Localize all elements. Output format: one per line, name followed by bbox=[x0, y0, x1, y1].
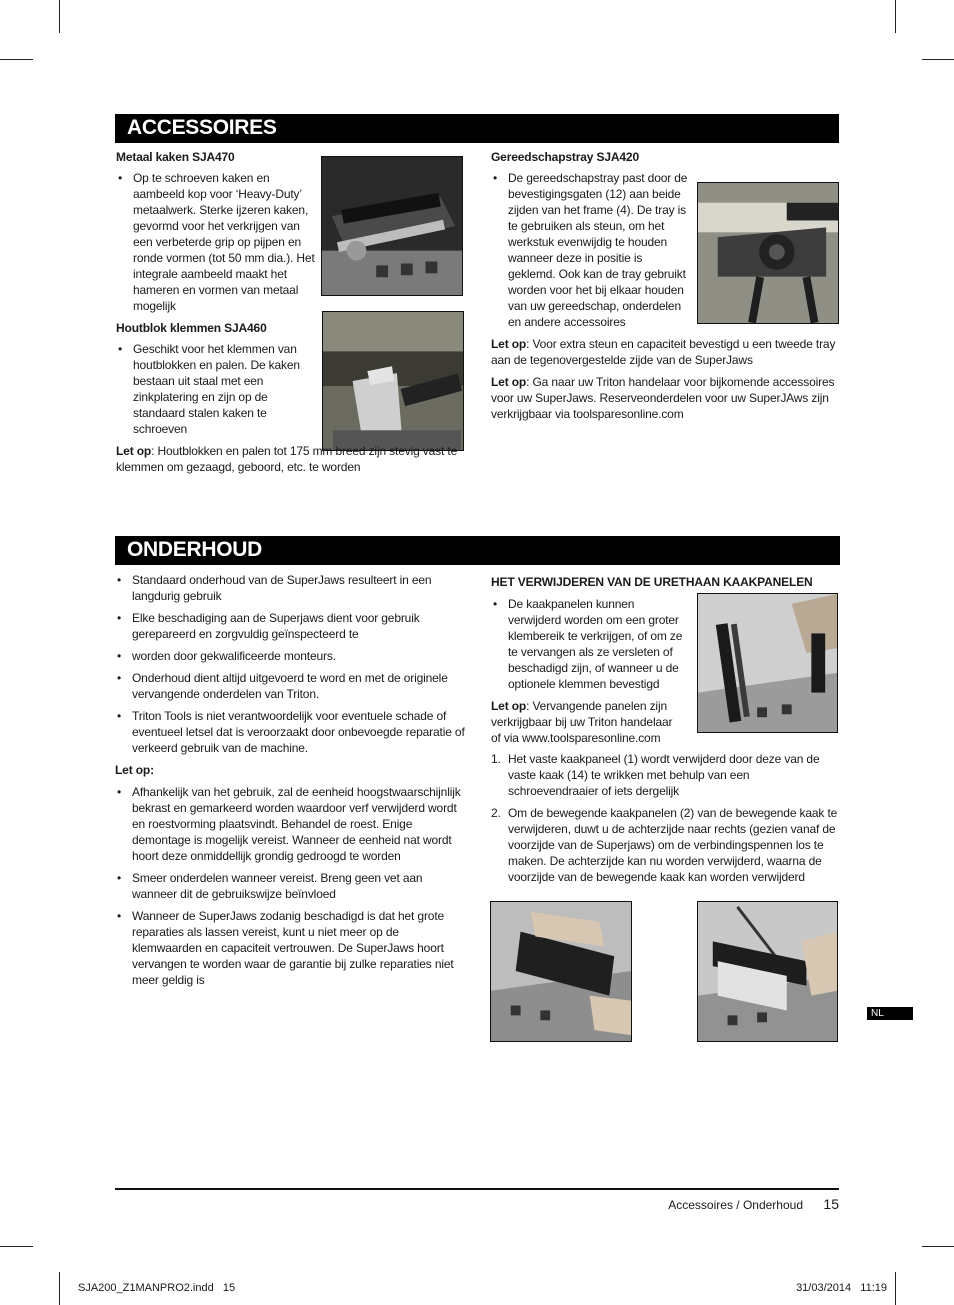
step-number: 2. bbox=[491, 806, 501, 820]
crop-mark bbox=[59, 0, 60, 33]
step-item bbox=[491, 805, 839, 885]
step-item bbox=[491, 751, 839, 799]
footer-section-label: Accessoires / Onderhoud bbox=[668, 1198, 803, 1212]
slug-date: 31/03/2014 11:19 bbox=[796, 1282, 887, 1294]
jaw-panel-photo bbox=[697, 593, 838, 733]
tray-bullet: • De gereedschapstray past door de bevestigingsgaten (12) aan beide zijden van het frame (4). De tray is te gebruiken als steun, om het werkstuk evenwijdig te houden wanneer deze in positie is geklemd. Ook kan de tray gebruikt worden voor het bij elkaar houden van uw gereedschap, onderdelen en andere accessoires bbox=[491, 170, 691, 330]
letop-bullet: • Wanneer de SuperJaws zodanig beschadigd is dat het grote reparaties als lassen vereist, kunt u niet meer op de klemwaarden en capaciteit vertrouwen. De SuperJaws hoort vervangen te worden waar de garantie bij zulke reparaties niet meer geldig is bbox=[115, 908, 465, 988]
tray-heading: Gereedschapstray SJA420 bbox=[491, 150, 639, 164]
crop-mark bbox=[0, 1246, 33, 1247]
letop-bullet: • Smeer onderdelen wanneer vereist. Breng geen vet aan wanneer dit de gebruikswijze beïnvloed bbox=[115, 870, 465, 902]
metal-jaws-photo bbox=[321, 156, 463, 296]
crop-mark bbox=[922, 1246, 954, 1247]
onderhoud-section bbox=[115, 572, 465, 988]
urethaan-note-text: : Vervangende panelen zijn verkrijgbaar bij uw Triton handelaar of via www.toolsparesonline.com bbox=[491, 699, 673, 745]
step-number: 1. bbox=[491, 752, 501, 766]
urethaan-bullet: • De kaakpanelen kunnen verwijderd worden om een groter klembereik te verkrijgen, of om ze te vervangen als ze versleten of beschadigd zijn, of wanneer u de optionele klemmen bevestigd bbox=[491, 596, 686, 692]
tool-tray-photo bbox=[697, 182, 839, 324]
onderhoud-bullet: • worden door gekwalificeerde monteurs. bbox=[115, 648, 465, 664]
onderhoud-banner bbox=[115, 536, 840, 565]
houtblok-bullet: • Geschikt voor het klemmen van houtblokken en palen. De kaken bestaan uit staal met een zinkplatering en zijn op de standaard stalen kaken te schroeven bbox=[116, 341, 316, 437]
onderhoud-bullet: • Onderhoud dient altijd uitgevoerd te word en met de originele vervangende onderdelen van Triton. bbox=[115, 670, 465, 702]
tray-note1-text: : Voor extra steun en capaciteit bevestigd u een tweede tray aan de tegenovergestelde zijde van de SuperJaws bbox=[491, 337, 836, 367]
metaal-bullet: • Op te schroeven kaken en aambeeld kop voor ‘Heavy-Duty’ metaalwerk. Sterke ijzeren kaken, gevormd voor het verkrijgen van een verbeterde grip op pijpen en ronde vormen (tot 50 mm dia.). Het integrale aambeeld maakt het hameren en vormen van metaal mogelijk bbox=[116, 170, 316, 314]
accessoires-banner bbox=[115, 114, 839, 143]
crop-mark bbox=[59, 1272, 60, 1305]
tray-note2-label: Let op bbox=[491, 375, 527, 389]
slug-file: SJA200_Z1MANPRO2.indd 15 bbox=[78, 1282, 236, 1294]
metaal-section bbox=[116, 149, 316, 314]
footer-rule bbox=[115, 1188, 839, 1190]
accessoires-title: ACCESSOIRES bbox=[127, 116, 277, 139]
urethaan-section bbox=[491, 574, 813, 746]
tray-notes bbox=[491, 336, 839, 422]
houtblok-section bbox=[116, 320, 316, 437]
houtblok-heading: Houtblok klemmen SJA460 bbox=[116, 321, 267, 335]
tray-note1-label: Let op bbox=[491, 337, 527, 351]
houtblok-note-text: : Houtblokken en palen tot 175 mm breed zijn stevig vast te klemmen om gezaagd, geboord, etc. te worden bbox=[116, 444, 458, 474]
panel-removal-photo-2 bbox=[697, 901, 838, 1042]
crop-mark bbox=[922, 59, 954, 60]
crop-mark bbox=[895, 1272, 896, 1305]
letop-bullet: • Afhankelijk van het gebruik, zal de eenheid hoogstwaarschijnlijk bekrast en gemarkeerd worden waardoor verf verwijderd wordt en roestvorming plaatsvindt. Behandel de roest. Enige demontage is mogelijk vereist. Wanneer de eenheid nat wordt hoort deze onmiddellijk grondig gedroogd te worden bbox=[115, 784, 465, 864]
onderhoud-bullet: • Standaard onderhoud van de SuperJaws resulteert in een langdurig gebruik bbox=[115, 572, 465, 604]
tray-note2-text: : Ga naar uw Triton handelaar voor bijkomende accessoires voor uw SuperJaws. Reserveonderdelen voor uw SuperJAws zijn verkrijgbaar via toolsparesonline.com bbox=[491, 375, 835, 421]
urethaan-steps bbox=[491, 751, 839, 885]
onderhoud-title: ONDERHOUD bbox=[127, 538, 262, 561]
language-tab-label: NL bbox=[871, 1008, 884, 1019]
crop-mark bbox=[0, 59, 33, 60]
onderhoud-bullet: • Elke beschadiging aan de Superjaws dient voor gebruik gerepareerd en zorgvuldig geïnspecteerd te bbox=[115, 610, 465, 642]
letop-heading: Let op: bbox=[115, 763, 154, 777]
urethaan-heading: HET VERWIJDEREN VAN DE URETHAAN KAAKPANELEN bbox=[491, 575, 813, 589]
urethaan-note-label: Let op bbox=[491, 699, 527, 713]
language-tab bbox=[867, 1007, 913, 1020]
step-text: Het vaste kaakpaneel (1) wordt verwijderd door deze van de vaste kaak (14) te wrikken met behulp van een schroevendraaier of iets dergelijk bbox=[508, 752, 820, 798]
metaal-heading: Metaal kaken SJA470 bbox=[116, 150, 235, 164]
onderhoud-bullet: • Triton Tools is niet verantwoordelijk voor eventuele schade of eventueel letsel dat is veroorzaakt door onbevoegde reparatie of verkeerd gebruik van de machine. bbox=[115, 708, 465, 756]
houtblok-note-label: Let op bbox=[116, 444, 152, 458]
step-text: Om de bewegende kaakpanelen (2) van de bewegende kaak te verwijderen, duwt u de achterzijde naar rechts (gezien vanaf de voorzijde van de Superjaws) om de verbindingspennen los te maken. De achterzijde kan nu worden verwijderd, waarna de voorzijde van de bewegende kaak kan worden verwijderd bbox=[508, 806, 838, 884]
houtblok-note bbox=[116, 443, 458, 475]
crop-mark bbox=[895, 0, 896, 33]
panel-removal-photo-1 bbox=[490, 901, 632, 1042]
footer-page-number: 15 bbox=[823, 1196, 839, 1212]
log-clamps-photo bbox=[322, 311, 464, 451]
tray-section bbox=[491, 149, 691, 330]
